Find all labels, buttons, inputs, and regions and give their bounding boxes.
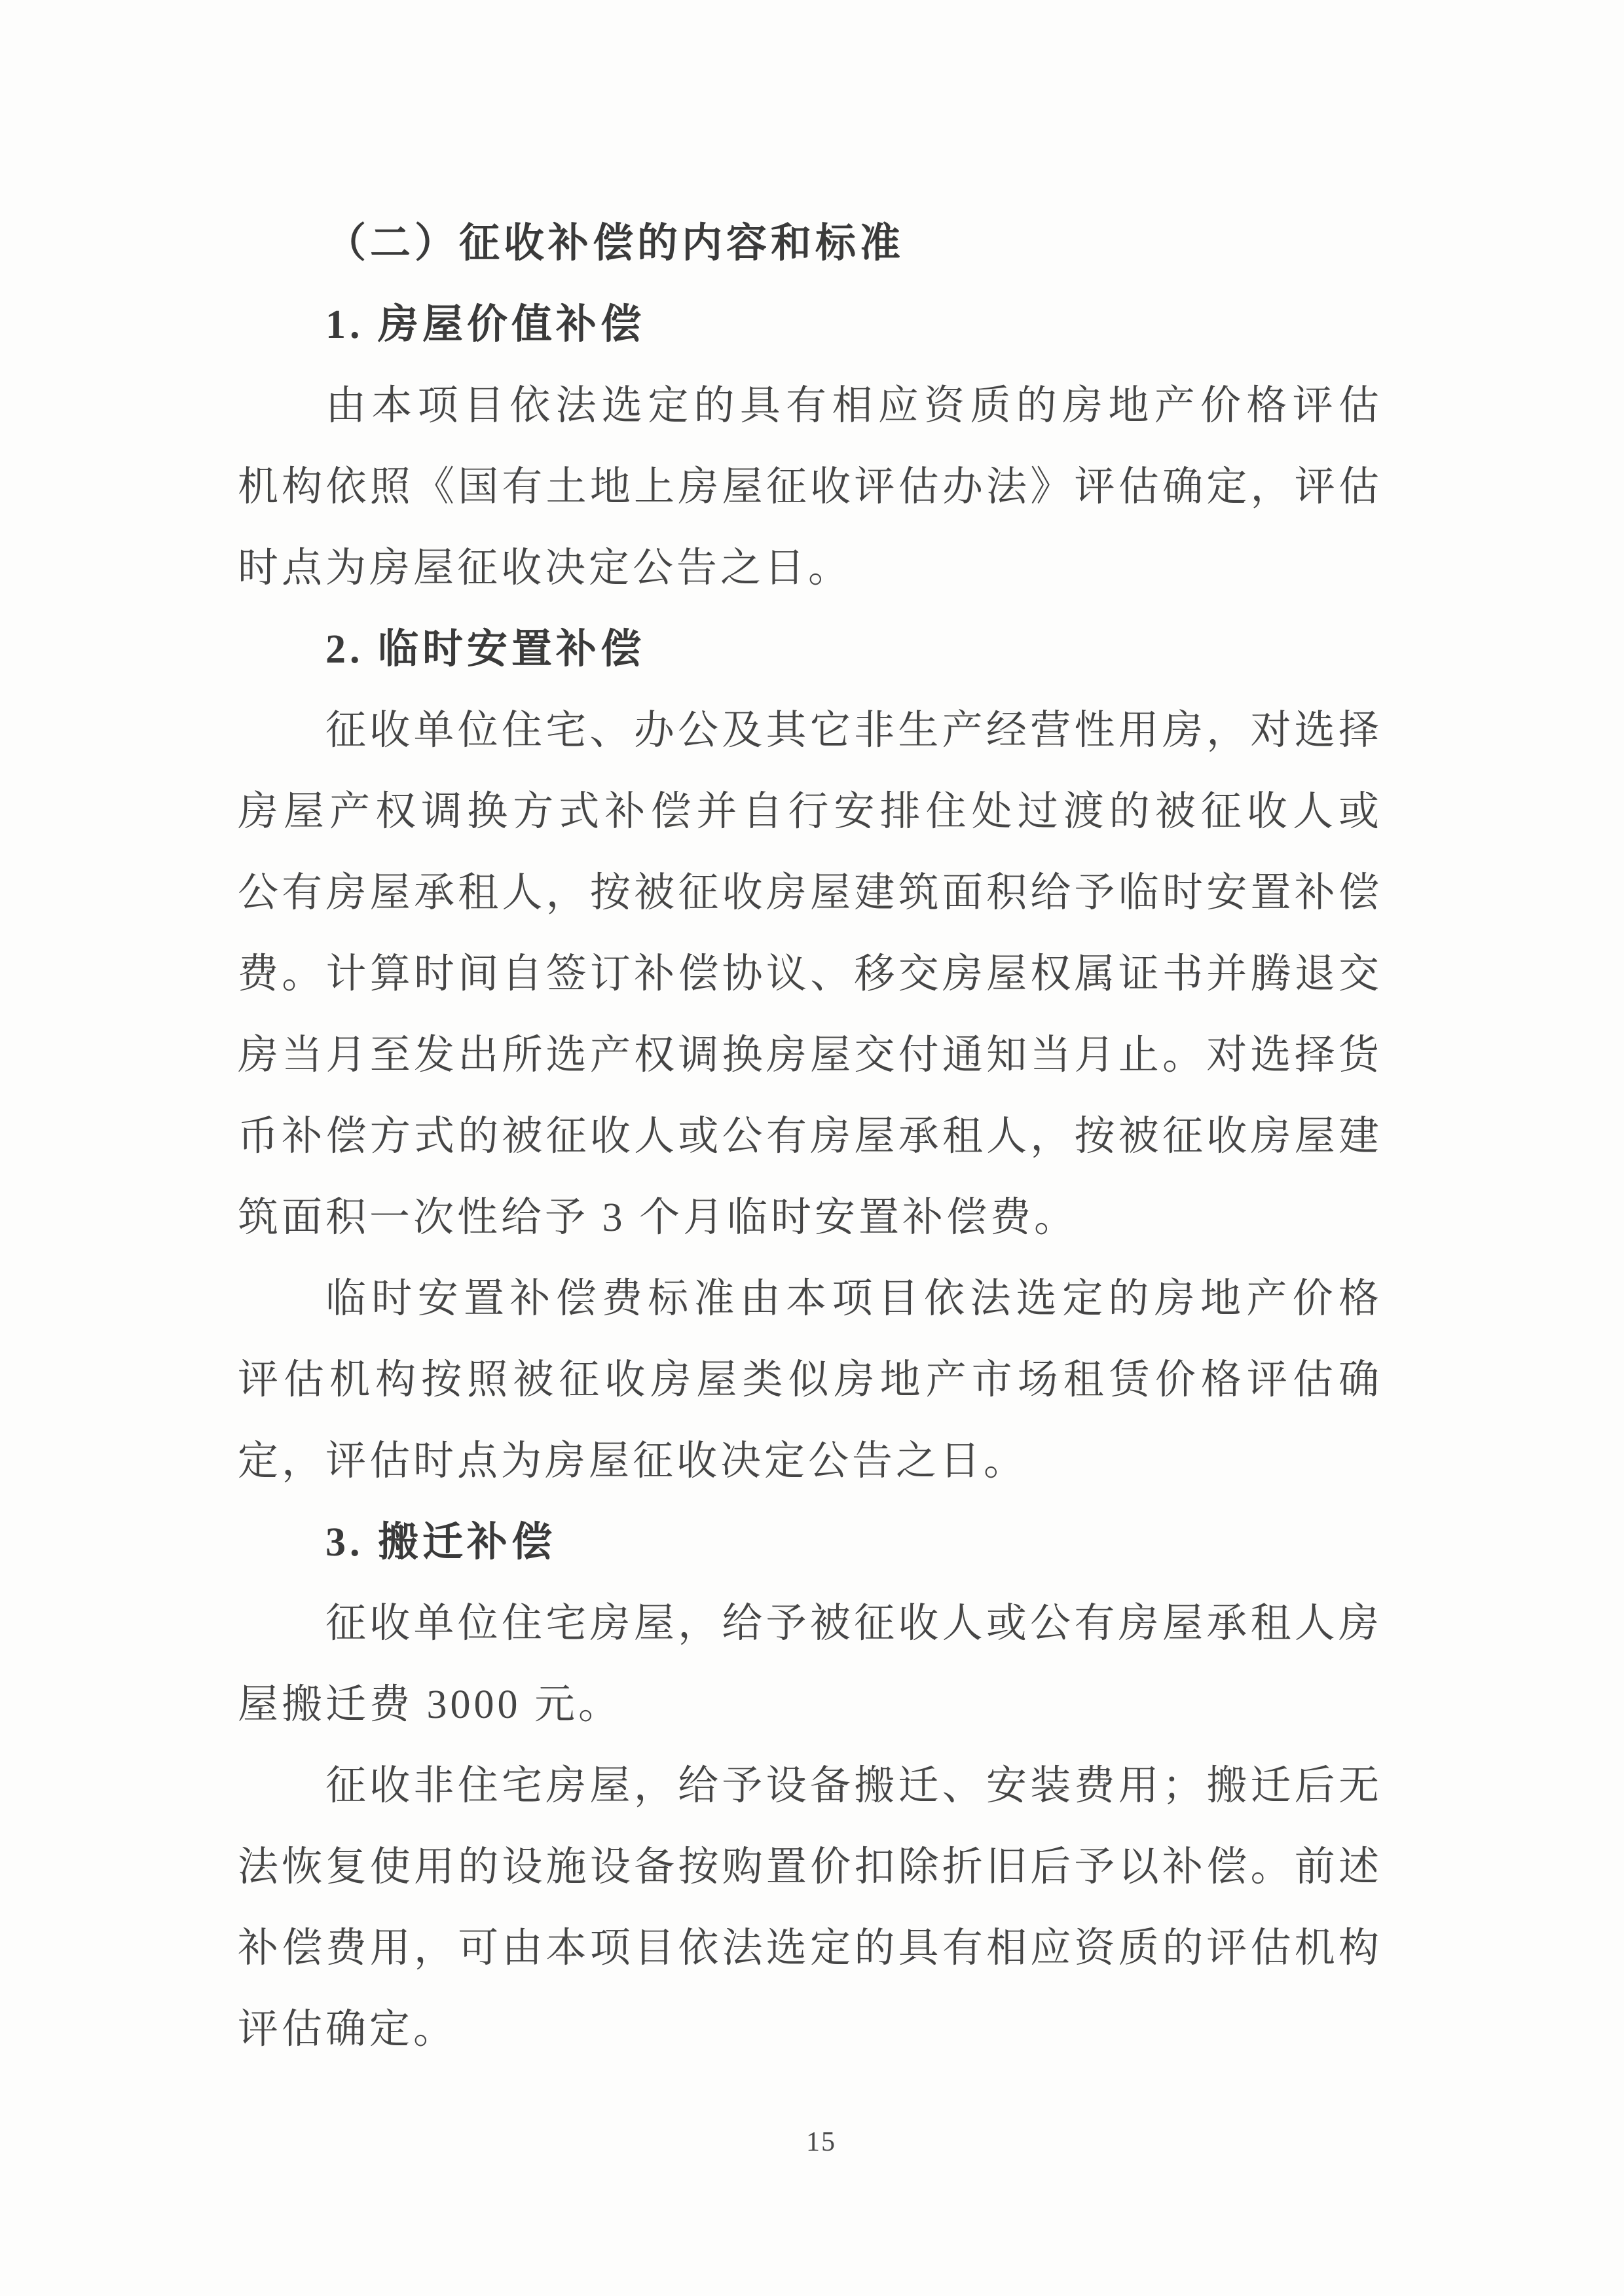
text-line: 币补偿方式的被征收人或公有房屋承租人，按被征收房屋建	[238, 1114, 1382, 1159]
text-line: 法恢复使用的设施设备按购置价扣除折旧后予以补偿。前述	[238, 1845, 1382, 1889]
text-line: 征收单位住宅房屋，给予被征收人或公有房屋承租人房	[325, 1601, 1382, 1646]
heading-line: （二）征收补偿的内容和标准	[325, 221, 905, 266]
page-number: 15	[806, 2127, 836, 2157]
text-line: 公有房屋承租人，按被征收房屋建筑面积给予临时安置补偿	[238, 871, 1382, 915]
text-line: 房屋产权调换方式补偿并自行安排住处过渡的被征收人或	[238, 790, 1382, 834]
text-line: 时点为房屋征收决定公告之日。	[238, 546, 853, 591]
text-line: 评估机构按照被征收房屋类似房地产市场租赁价格评估确	[238, 1358, 1382, 1402]
text-line: 临时安置补偿费标准由本项目依法选定的房地产价格	[325, 1277, 1382, 1321]
text-line: 筑面积一次性给予 3 个月临时安置补偿费。	[238, 1195, 1079, 1240]
text-line: 定，评估时点为房屋征收决定公告之日。	[238, 1439, 1028, 1484]
text-line: 房当月至发出所选产权调换房屋交付通知当月止。对选择货	[238, 1033, 1382, 1078]
text-line: 费。计算时间自签订补偿协议、移交房屋权属证书并腾退交	[238, 952, 1382, 996]
heading-line: 3. 搬迁补偿	[325, 1520, 557, 1565]
heading-line: 2. 临时安置补偿	[325, 627, 646, 672]
text-line: 由本项目依法选定的具有相应资质的房地产价格评估	[325, 384, 1382, 428]
text-line: 屋搬迁费 3000 元。	[238, 1683, 623, 1727]
text-line: 评估确定。	[238, 2007, 458, 2052]
text-line: 征收非住宅房屋，给予设备搬迁、安装费用；搬迁后无	[325, 1764, 1382, 1808]
heading-line: 1. 房屋价值补偿	[325, 302, 646, 347]
text-line: 征收单位住宅、办公及其它非生产经营性用房，对选择	[325, 708, 1382, 753]
text-line: 机构依照《国有土地上房屋征收评估办法》评估确定，评估	[238, 465, 1382, 509]
document-body	[238, 203, 1382, 2070]
text-line: 补偿费用，可由本项目依法选定的具有相应资质的评估机构	[238, 1926, 1382, 1971]
